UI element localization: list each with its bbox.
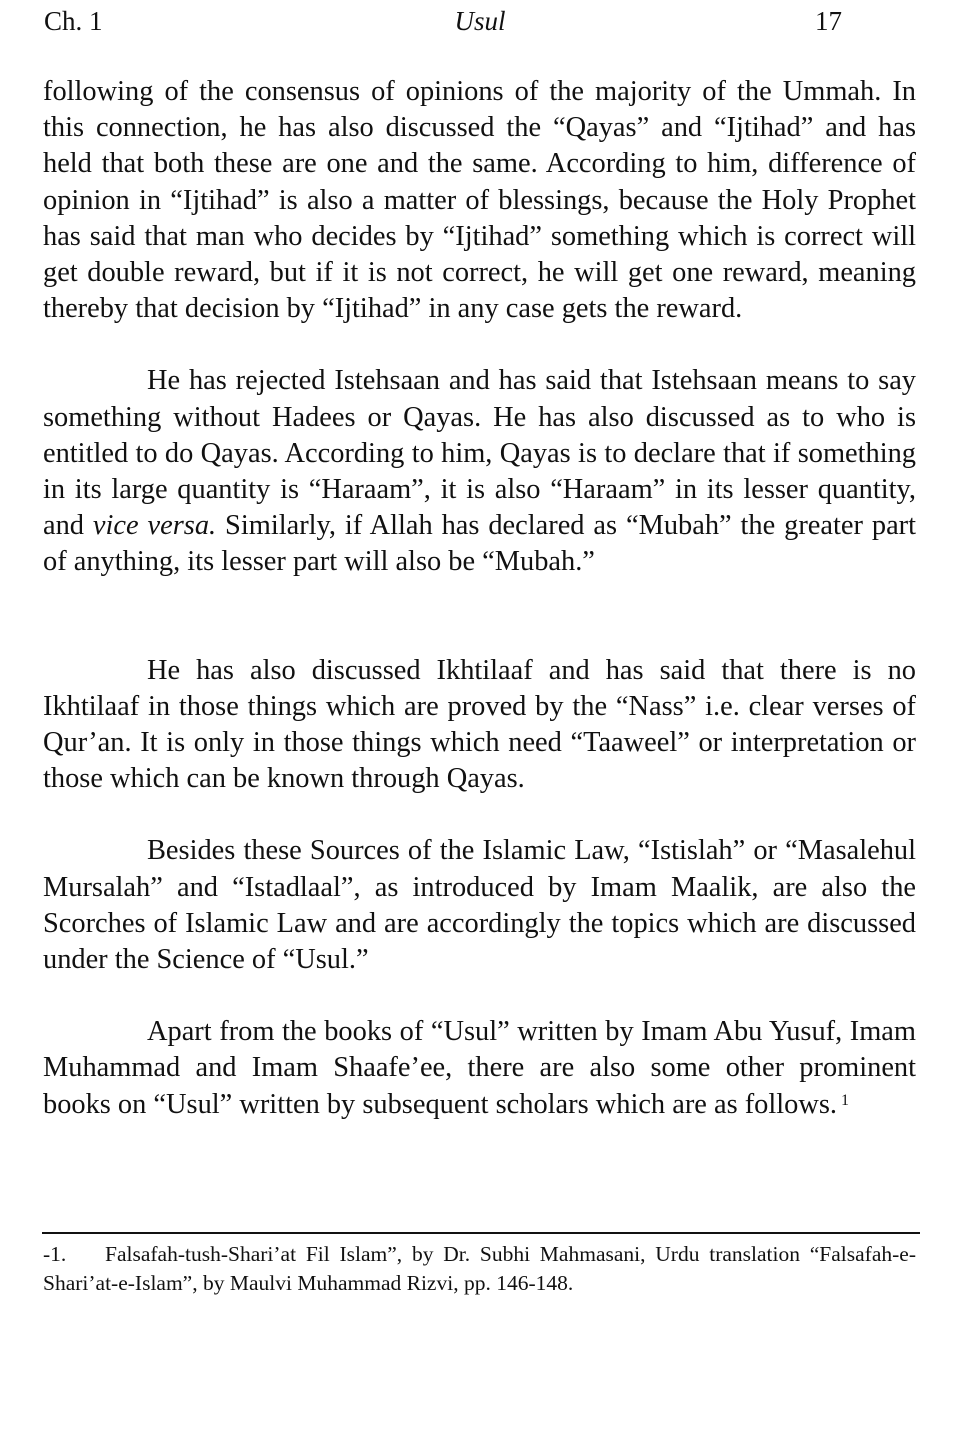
paragraph-books	[43, 1014, 916, 1123]
running-title: Usul	[454, 6, 506, 36]
paragraph-text: He has rejected Istehsaan and has said that Istehsaan means to say something without Hadees or Qayas. He has also discussed as to who is entitled to do Qayas. According to him, Qayas is to declare that if something in its large quantity is “Haraam”, it is also “Haraam” in its lesser quantity, and	[43, 365, 916, 542]
chapter-label: Ch. 1	[44, 6, 103, 36]
main-text	[43, 74, 916, 1123]
paragraph-ikhtilaaf: He has also discussed Ikhtilaaf and has said that there is no Ikhtilaaf in those things which are proved by the “Nass” i.e. clear verses of Qur’an. It is only in those things which need “Taaweel” or interpretation or those which can be known through Qayas.	[43, 654, 916, 795]
footnote-reference[interactable]: 1	[841, 1091, 849, 1109]
footnote	[43, 1240, 916, 1298]
running-head	[44, 4, 916, 38]
footnote-text: Falsafah-tush-Shari’at Fil Islam”, by Dr. Subhi Mahmasani, Urdu translation “Falsafah-e-Shari’at-e-Islam”, by Maulvi Muhammad Rizvi, pp. 146-148.	[43, 1242, 916, 1295]
footnote-number: -1.	[43, 1242, 67, 1266]
italic-phrase: vice versa.	[92, 510, 217, 542]
paragraph-text: Similarly, if Allah has declared as “Mubah” the greater part of anything, its lesser part will also be “Mubah.”	[43, 510, 917, 578]
paragraph-text: Apart from the books of “Usul” written by Imam Abu Yusuf, Imam Muhammad and Imam Shaafe’ee, there are also some other prominent books on “Usul” written by subsequent scholars which are as follows.	[43, 1016, 916, 1120]
page-number: 17	[815, 6, 842, 36]
paragraph-sources: Besides these Sources of the Islamic Law, “Istislah” or “Masalehul Mursalah” and “Istadlaal”, as introduced by Imam Maalik, are also the Scorches of Islamic Law and are accordingly the topics which are discussed under the Science of “Usul.”	[43, 835, 916, 976]
paragraph-continued: following of the consensus of opinions of the majority of the Ummah. In this connection, he has also discussed the “Qayas” and “Ijtihad” and has held that both these are one and the same. According to him, difference of opinion in “Ijtihad” is also a matter of blessings, because the Holy Prophet has said that man who decides by “Ijtihad” something which is correct will get double reward, but if it is not correct, he will get one reward, meaning thereby that decision by “Ijtihad” in any case gets the reward.	[43, 76, 916, 325]
footnote-divider	[42, 1232, 920, 1234]
paragraph-istehsaan	[43, 363, 916, 580]
